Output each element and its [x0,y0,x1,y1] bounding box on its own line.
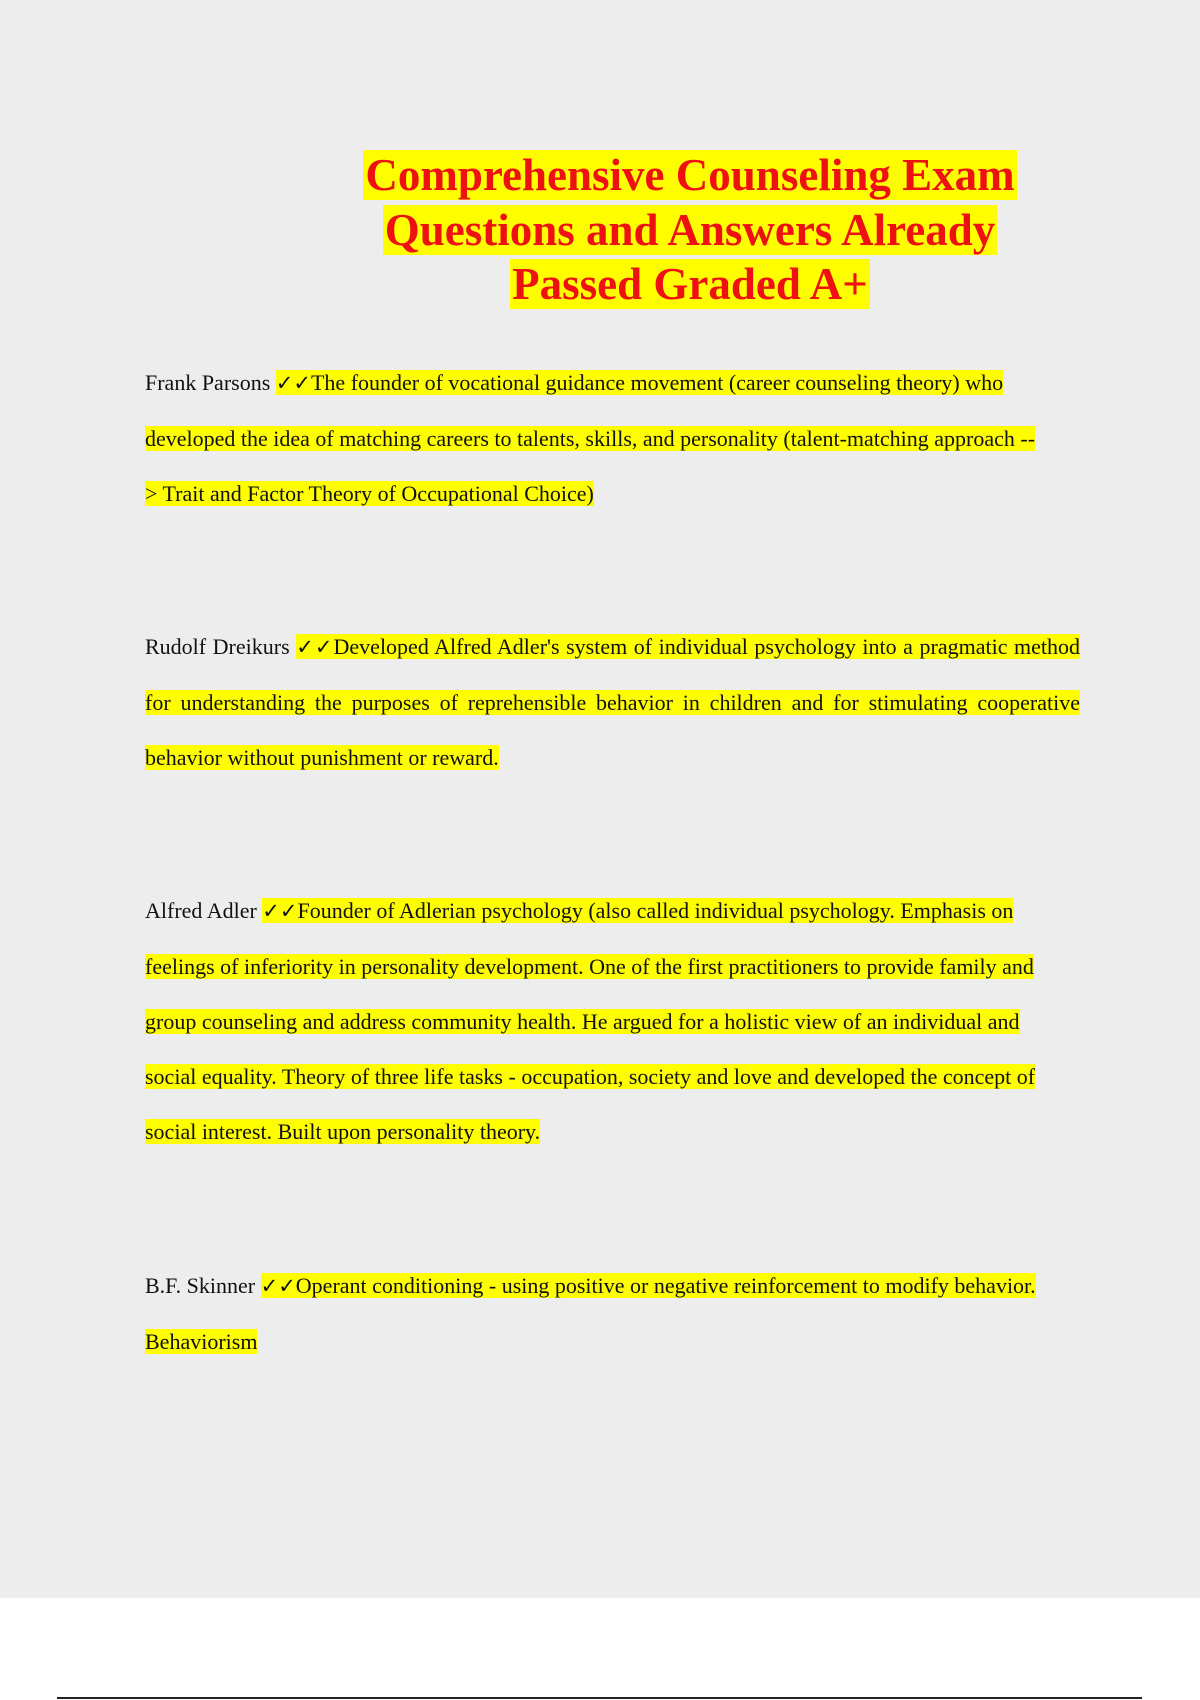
entry-alfred-adler [145,883,1070,1159]
entry-term: Alfred Adler [145,898,257,923]
entry-bf-skinner [145,1258,1045,1369]
title-line-2: Questions and Answers Already [384,204,996,255]
check-mark-icon: ✓✓ [260,1274,296,1298]
entry-term: Frank Parsons [145,370,271,395]
entry-definition: The founder of vocational guidance movement (career counseling theory) who developed the idea of matching careers to talents, skills, and personality (talent-matching approach --> Trait and Factor Theory of Occupational Choice) [145,370,1036,506]
title-line-3: Passed Graded A+ [512,259,868,309]
check-mark-icon: ✓✓ [262,899,298,923]
entry-definition: Operant conditioning - using positive or negative reinforcement to modify behavior. Behaviorism [145,1273,1036,1354]
entry-term: B.F. Skinner [145,1273,256,1298]
entry-frank-parsons [145,355,1045,521]
entry-definition: Founder of Adlerian psychology (also called individual psychology. Emphasis on feelings of inferiority in personality development. One of the first practitioners to provide family and group counseling and address community health. He argued for a holistic view of an individual and social equality. Theory of three life tasks - occupation, society and love and developed the concept of social interest. Built upon personality theory. [145,898,1036,1144]
title-line-1: Comprehensive Counseling Exam [365,150,1015,200]
check-mark-icon: ✓✓ [275,371,311,395]
footer-divider [57,1697,1142,1699]
entry-rudolf-dreikurs [145,619,1080,785]
document-title [300,148,1080,312]
check-mark-icon: ✓✓ [296,635,334,659]
entry-term: Rudolf Dreikurs [145,634,290,659]
entry-definition: Developed Alfred Adler's system of individual psychology into a pragmatic method for understanding the purposes of reprehensible behavior in children and for stimulating cooperative behavior without punishment or reward. [145,634,1081,770]
